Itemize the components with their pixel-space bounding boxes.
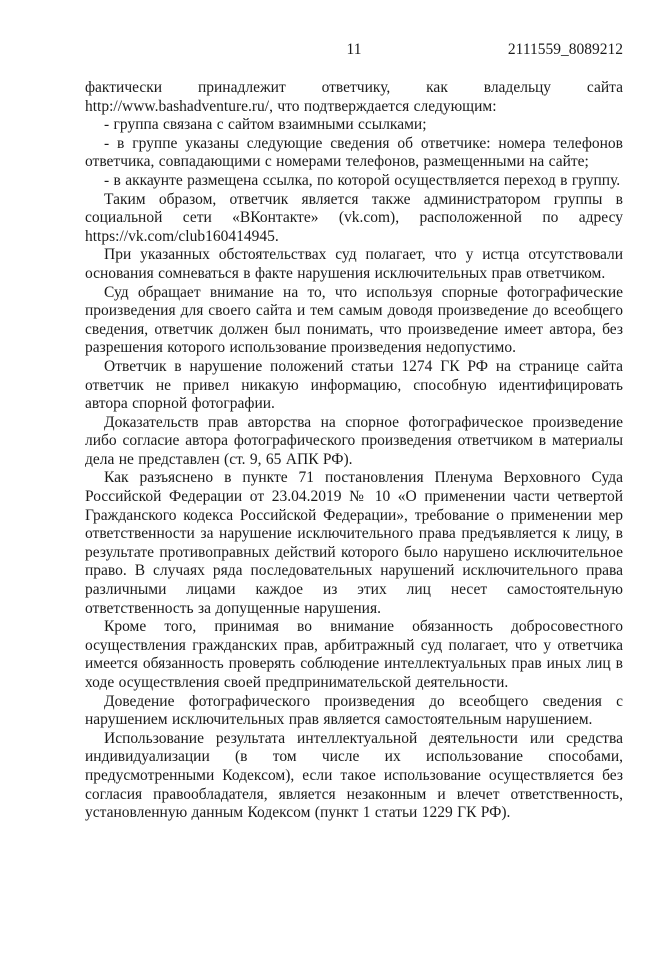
document-body bbox=[85, 79, 623, 823]
paragraph: - в аккаунте размещена ссылка, по которой осуществляется переход в группу. bbox=[104, 171, 621, 189]
paragraph: Таким образом, ответчик является также администратором группы в социальной сети «ВКонтакте» (vk.com), расположенной по адресу https://vk.com/club160414945. bbox=[85, 190, 623, 245]
page-number: 11 bbox=[346, 41, 362, 58]
paragraph: При указанных обстоятельствах суд полагает, что у истца отсутствовали основания сомневаться в факте нарушения исключительных прав ответчиком. bbox=[85, 246, 623, 282]
paragraph: Кроме того, принимая во внимание обязанность добросовестного осуществления гражданских прав, арбитражный суд полагает, что у ответчика имеется обязанность проверять соблюдение интеллектуальных прав иных лиц в ходе осуществления своей предпринимательской деятельности. bbox=[85, 618, 623, 691]
paragraph: Как разъяснено в пункте 71 постановления Пленума Верховного Суда Российской Федерации от 23.04.2019 № 10 «О применении части четвертой Гражданского кодекса Российской Федерации», требование о применении мер ответственности за нарушение исключительного права предъявляется к лицу, в результате противоправных действий которого было нарушено исключительное право. В случаях ряда последовательных нарушений исключительного права различными лицами каждое из этих лиц несет самостоятельную ответственность за допущенные нарушения. bbox=[85, 469, 623, 617]
paragraph: Суд обращает внимание на то, что используя спорные фотографические произведения для своего сайта и тем самым доводя произведение до всеобщего сведения, ответчик должен был понимать, что произведение имеет автора, без разрешения которого использование произведения недопустимо. bbox=[85, 283, 623, 357]
paragraph: Доведение фотографического произведения до всеобщего сведения с нарушением исключительных прав является самостоятельным нарушением. bbox=[85, 692, 623, 729]
paragraph: Ответчик в нарушение положений статьи 1274 ГК РФ на странице сайта ответчик не привел никакую информацию, способную идентифицировать автора спорной фотографии. bbox=[85, 357, 623, 413]
paragraph: - группа связана с сайтом взаимными ссылками; bbox=[104, 116, 427, 134]
paragraph: фактически принадлежит ответчику, как владельцу сайта http://www.bashadventure.ru/, что подтверждается следующим: bbox=[85, 79, 623, 115]
paragraph: Доказательств прав авторства на спорное фотографическое произведение либо согласие автора фотографического произведения ответчиком в материалы дела не представлен (ст. 9, 65 АПК РФ). bbox=[85, 413, 623, 468]
paragraph: Использование результата интеллектуальной деятельности или средства индивидуализации (в том числе их использование способами, предусмотренными Кодексом), если такое использование осуществляется без согласия правообладателя, является незаконным и влечет ответственность, установленную данным Кодексом (пункт 1 статьи 1229 ГК РФ). bbox=[85, 729, 623, 822]
document-id: 2111559_8089212 bbox=[507, 41, 623, 58]
paragraph: - в группе указаны следующие сведения об ответчике: номера телефонов ответчика, совпадающими с номерами телефонов, размещенными на сайте; bbox=[85, 134, 623, 171]
page-header bbox=[85, 41, 623, 59]
